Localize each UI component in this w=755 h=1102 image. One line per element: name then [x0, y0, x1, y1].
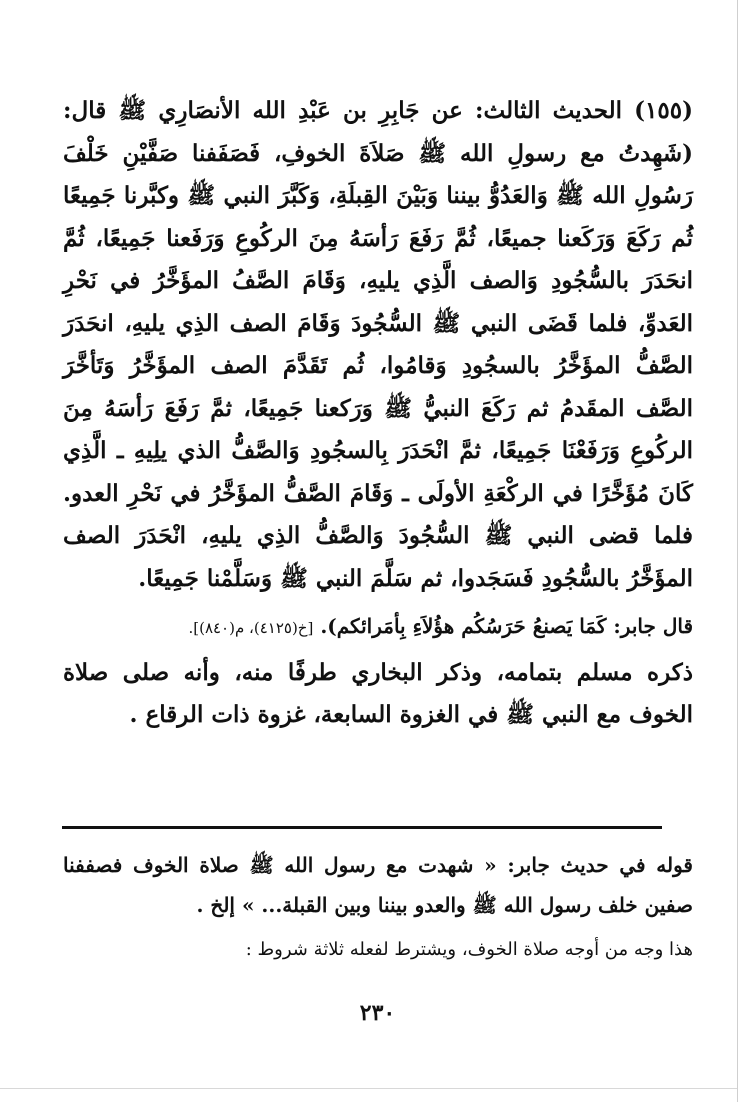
scan-margin-edge — [737, 0, 738, 1102]
main-text-block — [63, 90, 693, 736]
hadith-text — [63, 90, 693, 600]
jaber-note-reference: [خ(٤١٢٥)، م(٨٤٠)]. — [188, 619, 314, 637]
scan-bottom-edge — [0, 1088, 737, 1089]
commentary-paragraph: ذكره مسلم بتمامه، وذكر البخاري طرفًا منه، وأنه صلى صلاة الخوف مع النبي ﷺ في الغزوة السابعة، غزوة ذات الرقاع . — [63, 659, 693, 728]
hadith-body: (شَهِدتُ مع رسولِ الله ﷺ صَلاَةَ الخوفِ، فَصَفَفنا صَفَّيْنِ خَلْفَ رَسُولِ الله ﷺ وَالعَدُوُّ بيننا وَبَيْنَ القِبلَةِ، وَكَبَّرَ النبي ﷺ وكبَّرنا جَمِيعًا ثُم رَكَعَ وَرَكَعنا جميعًا، ثُمَّ رَفَعَ رَأسَهُ مِنَ الركُوعِ وَرَفَعنا جَمِيعًا، ثُمَّ انحَدَرَ بالسُّجُودِ وَالصف الَّذِي يليهِ، وَقَامَ الصَّفُ المؤَخَّرُ في نَحْرِ العَدوِّ، فلما قَضَى النبي ﷺ السُّجُودَ وَقَامَ الصف الذِي يليهِ، انحَدَرَ الصَّفُّ المؤَخَّرُ بالسجُودِ وَقامُوا، ثُم تَقَدَّمَ الصف المؤَخَّرُ وَتَأخَّرَ الصَّف المقَدمُ ثم رَكَعَ النبيُّ ﷺ وَرَكعنا جَمِيعًا، ثمَّ رَفَعَ رَأسَهُ مِنَ الركُوعِ وَرَفَعْنَا جَمِيعًا، ثمَّ انْحَدَرَ بِالسجُودِ وَالصَّفُّ الذي يلِيهِ ـ الَّذِي كَانَ مُؤَخَّرًا في الركْعَةِ الأولَى ـ وَقَامَ الصَّفُّ المؤَخَّرُ في نَحْرِ العدو. فلما قضى النبي ﷺ السُّجُودَ وَالصَّفُّ الذِي يليهِ، انْحَدَرَ الصف المؤَخَّرُ بالسُّجُودِ فَسَجَدوا، ثم سَلَّمَ النبي ﷺ وَسَلَّمْنا جَمِيعًا. — [63, 139, 693, 592]
hadith-heading: (١٥٥) الحديث الثالث: عن جَابِرِ بن عَبْدِ الله الأنصَارِي ﷺ قال: — [63, 97, 693, 124]
footnote-main: قوله في حديث جابر: « شهدت مع رسول الله ﷺ صلاة الخوف فصففنا صفين خلف رسول الله ﷺ والعدو بيننا وبين القبلة... » إلخ . — [63, 853, 693, 917]
footnote-separator — [62, 826, 662, 829]
jaber-note-text: قال جابر: كَمَا يَصنعُ حَرَسُكُم هؤُلاَءِ بِأمَرائكم). — [320, 614, 693, 638]
page-number: ٢٣٠ — [359, 1000, 396, 1026]
jaber-note — [63, 608, 693, 646]
footnote-sub: هذا وجه من أوجه صلاة الخوف، ويشترط لفعله ثلاثة شروط : — [245, 939, 693, 960]
footnote-block — [63, 845, 693, 967]
